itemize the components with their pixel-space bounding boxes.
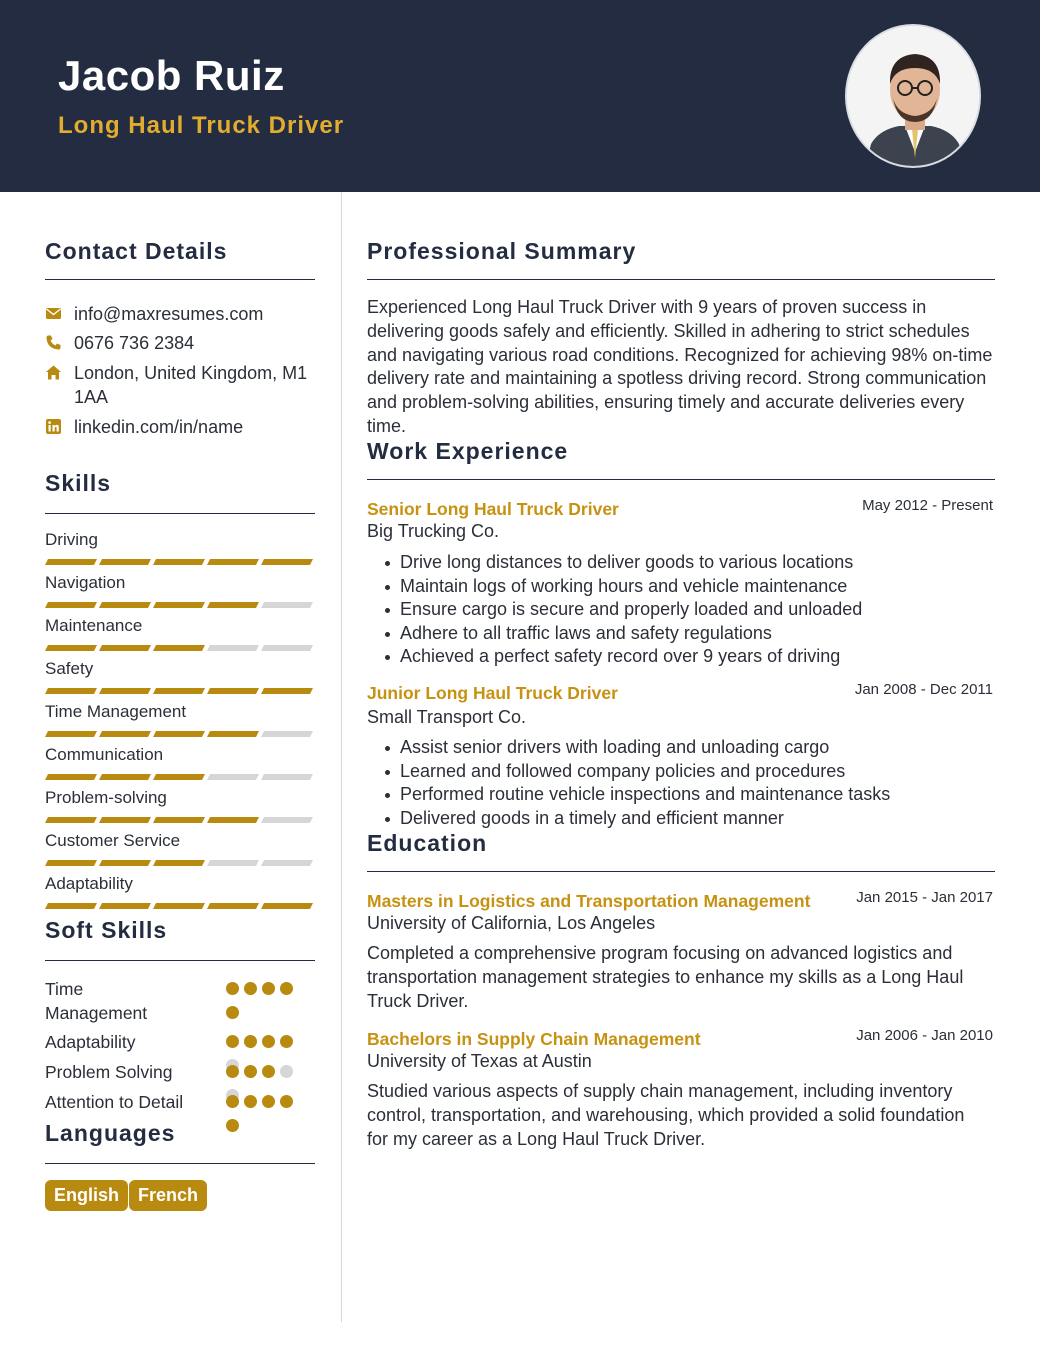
skill-rating-segment (261, 602, 313, 608)
skill-label: Navigation (45, 573, 126, 592)
email-text: info@maxresumes.com (74, 304, 264, 324)
skill-rating-segment (45, 817, 97, 823)
skill-rating-segment (261, 774, 313, 780)
home-icon (45, 364, 62, 381)
soft-skill-dot (262, 1035, 275, 1048)
soft-skill-dot (244, 1095, 257, 1108)
soft-skill-dot (244, 1065, 257, 1078)
skill-rating-segment (99, 645, 151, 651)
skill-label: Time Management (45, 702, 187, 721)
job-bullet: Learned and followed company policies and procedures (385, 760, 995, 784)
person-portrait-icon (847, 26, 981, 168)
language-badge: English (45, 1180, 128, 1211)
job-bullet: Adhere to all traffic laws and safety regulations (385, 622, 995, 646)
skill-rating-segment (153, 774, 205, 780)
degree-dates: Jan 2006 - Jan 2010 (856, 1027, 993, 1044)
job-bullet: Assist senior drivers with loading and unloading cargo (385, 736, 995, 760)
resume-header (0, 0, 1040, 192)
skill-rating-segment (99, 774, 151, 780)
skill-rating-segment (207, 731, 259, 737)
soft-skill-dot (244, 1035, 257, 1048)
profile-photo (845, 24, 981, 168)
skill-label: Adaptability (45, 874, 133, 893)
skill-rating-segment (207, 903, 259, 909)
job-bullet: Delivered goods in a timely and efficient manner (385, 807, 995, 831)
skill-label: Driving (45, 530, 98, 549)
skill-rating-segment (207, 860, 259, 866)
contact-linkedin[interactable] (45, 415, 314, 439)
job-bullet: Drive long distances to deliver goods to various locations (385, 551, 995, 575)
summary-divider (367, 279, 995, 280)
linkedin-icon (45, 418, 62, 435)
skill-rating-segment (207, 602, 259, 608)
skill-rating-segment (45, 774, 97, 780)
candidate-name: Jacob Ruiz (58, 52, 285, 99)
skill-rating-bar (45, 731, 315, 739)
soft-skills-heading: Soft Skills (45, 917, 168, 943)
education-divider (367, 871, 995, 872)
skill-rating-segment (207, 774, 259, 780)
contact-address (45, 361, 314, 409)
skill-rating-segment (99, 688, 151, 694)
soft-skill-dot (244, 982, 257, 995)
skill-rating-segment (153, 645, 205, 651)
soft-skill-label: Attention to Detail (45, 1092, 184, 1112)
skill-rating-segment (45, 645, 97, 651)
skill-rating-segment (99, 559, 151, 565)
summary-text: Experienced Long Haul Truck Driver with 9 years of proven success in delivering goods safely and efficiently. Skilled in adhering to strict schedules and navigating various road conditions. Recognized for achieving 98% on-time delivery rate and maintaining a spotless driving record. Strong communication and problem-solving abilities, ensuring timely and accurate deliveries every time. (367, 297, 993, 436)
skills-divider (45, 513, 315, 514)
soft-skills-divider (45, 960, 315, 961)
job-bullet: Ensure cargo is secure and properly loaded and unloaded (385, 598, 995, 622)
soft-skill-dot (262, 982, 275, 995)
skill-rating-segment (45, 903, 97, 909)
skill-rating-segment (261, 559, 313, 565)
soft-skill-label: Time Management (45, 979, 148, 1023)
skill-rating-segment (207, 645, 259, 651)
skill-label: Safety (45, 659, 94, 678)
skill-rating-segment (153, 688, 205, 694)
languages-divider (45, 1163, 315, 1164)
skill-rating-segment (99, 817, 151, 823)
phone-text: 0676 736 2384 (74, 333, 195, 353)
skill-rating-bar (45, 774, 315, 782)
skill-rating-segment (45, 688, 97, 694)
address-text: London, United Kingdom, M1 1AA (74, 363, 308, 407)
job-dates: May 2012 - Present (862, 497, 993, 514)
skill-rating-segment (207, 688, 259, 694)
skill-rating-segment (99, 860, 151, 866)
skill-rating-segment (207, 817, 259, 823)
job-bullet: Performed routine vehicle inspections and maintenance tasks (385, 783, 995, 807)
skill-rating-segment (261, 688, 313, 694)
soft-skill-dot (280, 982, 293, 995)
skill-rating-segment (153, 602, 205, 608)
soft-skill-dot (262, 1095, 275, 1108)
envelope-icon (45, 305, 62, 322)
skill-rating-segment (153, 817, 205, 823)
job-title: Senior Long Haul Truck Driver (367, 499, 619, 519)
contact-email[interactable] (45, 302, 314, 326)
job-bullet: Achieved a perfect safety record over 9 years of driving (385, 645, 995, 669)
skill-rating-segment (261, 903, 313, 909)
languages-heading: Languages (45, 1120, 176, 1146)
soft-skill-dot (226, 982, 239, 995)
experience-divider (367, 479, 995, 480)
skill-rating-bar (45, 645, 315, 653)
skill-label: Customer Service (45, 831, 181, 850)
experience-heading: Work Experience (367, 438, 569, 464)
education-heading: Education (367, 830, 488, 856)
skill-rating-segment (45, 860, 97, 866)
skill-rating-segment (261, 817, 313, 823)
school-name: University of Texas at Austin (367, 1051, 592, 1071)
skill-rating-segment (261, 860, 313, 866)
job-bullets (385, 736, 995, 830)
skills-heading: Skills (45, 470, 112, 496)
skill-rating-bar (45, 559, 315, 567)
soft-skill-dot (262, 1065, 275, 1078)
skill-rating-segment (153, 860, 205, 866)
soft-skill-dot (280, 1065, 293, 1078)
contact-heading: Contact Details (45, 238, 228, 264)
soft-skill-dot (280, 1035, 293, 1048)
skill-label: Communication (45, 745, 164, 764)
skill-rating-segment (261, 645, 313, 651)
linkedin-text: linkedin.com/in/name (74, 417, 244, 437)
skill-rating-bar (45, 817, 315, 825)
skill-rating-segment (261, 731, 313, 737)
skill-rating-segment (153, 559, 205, 565)
school-name: University of California, Los Angeles (367, 913, 656, 933)
degree-title: Bachelors in Supply Chain Management (367, 1029, 701, 1049)
job-dates: Jan 2008 - Dec 2011 (854, 681, 993, 698)
phone-icon (45, 334, 62, 351)
skill-label: Maintenance (45, 616, 143, 635)
skill-rating-bar (45, 903, 315, 911)
column-divider (341, 192, 342, 1322)
skill-label: Problem-solving (45, 788, 167, 807)
skill-rating-segment (99, 731, 151, 737)
soft-skill-dot (226, 1119, 239, 1132)
candidate-title: Long Haul Truck Driver (58, 112, 345, 139)
skill-rating-segment (45, 602, 97, 608)
language-badge: French (129, 1180, 207, 1211)
job-company: Small Transport Co. (367, 707, 527, 727)
skill-rating-segment (45, 559, 97, 565)
skill-rating-segment (45, 731, 97, 737)
degree-dates: Jan 2015 - Jan 2017 (856, 889, 993, 906)
skill-rating-segment (99, 602, 151, 608)
skill-rating-bar (45, 860, 315, 868)
skill-rating-segment (153, 903, 205, 909)
job-company: Big Trucking Co. (367, 521, 500, 541)
skill-rating-segment (207, 559, 259, 565)
contact-phone[interactable] (45, 331, 314, 355)
soft-skill-dot (226, 1065, 239, 1078)
soft-skill-dot (280, 1095, 293, 1108)
degree-description: Studied various aspects of supply chain management, including inventory control, transportation, and warehousing, which provided a solid foundation for my career as a Long Haul Truck Driver. (367, 1081, 965, 1149)
soft-skill-dot (226, 1095, 239, 1108)
soft-skill-dot (226, 1006, 239, 1019)
contact-divider (45, 279, 315, 280)
skill-rating-segment (153, 731, 205, 737)
job-title: Junior Long Haul Truck Driver (367, 683, 618, 703)
degree-description: Completed a comprehensive program focusing on advanced logistics and transportation management strategies to enhance my skills as a Long Haul Truck Driver. (367, 943, 964, 1011)
soft-skill-dot (226, 1035, 239, 1048)
soft-skill-label: Adaptability (45, 1032, 136, 1052)
degree-title: Masters in Logistics and Transportation Management (367, 891, 811, 911)
skill-rating-bar (45, 688, 315, 696)
job-bullets (385, 551, 995, 669)
soft-skill-label: Problem Solving (45, 1062, 173, 1082)
summary-heading: Professional Summary (367, 238, 637, 264)
job-bullet: Maintain logs of working hours and vehicle maintenance (385, 575, 995, 599)
skill-rating-segment (99, 903, 151, 909)
skill-rating-bar (45, 602, 315, 610)
